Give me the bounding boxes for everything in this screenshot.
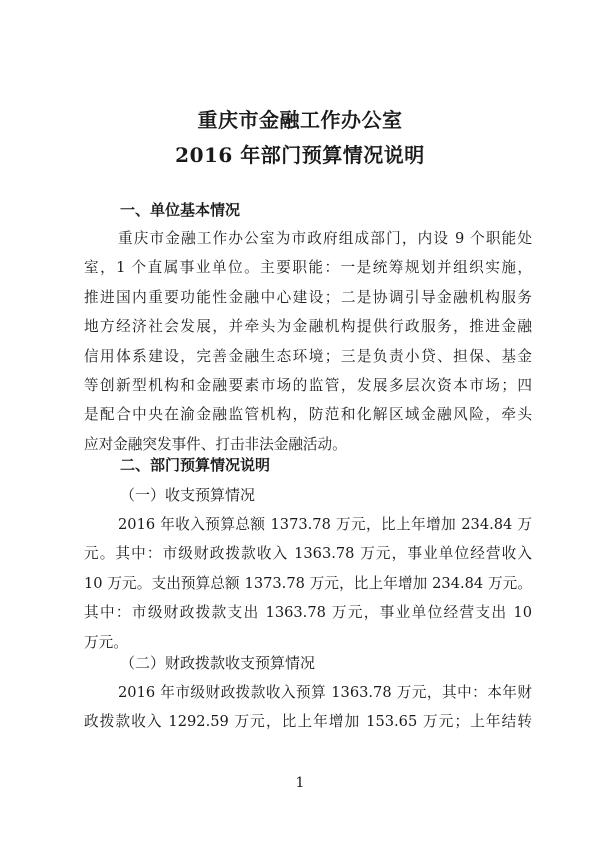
paragraph-line: 地方经济社会发展，并牵头为金融机构提供行政服务，推进金融	[84, 318, 532, 336]
paragraph-line: 推进国内重要功能性金融中心建设；二是协调引导金融机构服务	[84, 288, 532, 306]
paragraph-line: 应对金融突发事件、打击非法金融活动。	[84, 435, 347, 453]
subsection-heading-income-expense: （一）收支预算情况	[120, 486, 256, 504]
subsection-heading-fiscal-allocation: （二）财政拨款收支预算情况	[120, 654, 316, 672]
paragraph-line: 万元。	[84, 633, 128, 651]
paragraph-line: 是配合中央在渝金融监管机构，防范和化解区域金融风险，牵头	[84, 406, 532, 424]
paragraph-line: 重庆市金融工作办公室为市政府组成部门，内设 9 个职能处	[118, 230, 532, 247]
page-number: 1	[295, 775, 305, 791]
paragraph-line: 等创新型机构和金融要素市场的监管，发展多层次资本市场；四	[84, 376, 532, 394]
subsection-body-fiscal-allocation	[84, 678, 532, 737]
paragraph-line: 其中：市级财政拨款支出 1363.78 万元，事业单位经营支出 10	[84, 604, 532, 622]
paragraph-line: 2016 年收入预算总额 1373.78 万元，比上年增加 234.84 万	[118, 516, 532, 533]
section-heading-budget: 二、部门预算情况说明	[120, 456, 271, 474]
paragraph-line: 信用体系建设，完善金融生态环境；三是负责小贷、担保、基金	[84, 347, 532, 365]
document-title-line2: 2016 年部门预算情况说明	[175, 143, 425, 167]
paragraph-line: 10 万元。支出预算总额 1373.78 万元，比上年增加 234.84 万元。	[84, 574, 532, 592]
paragraph-line: 2016 年市级财政拨款收入预算 1363.78 万元，其中：本年财	[118, 684, 532, 701]
paragraph-line: 政拨款收入 1292.59 万元，比上年增加 153.65 万元；上年结转	[84, 713, 532, 731]
section-heading-basic-info: 一、单位基本情况	[120, 201, 241, 219]
document-title-line1: 重庆市金融工作办公室	[197, 108, 403, 132]
paragraph-line: 室，1 个直属事业单位。主要职能：一是统筹规划并组织实施，	[84, 259, 532, 277]
paragraph-line: 元。其中：市级财政拨款收入 1363.78 万元，事业单位经营收入	[84, 545, 532, 563]
subsection-body-income-expense	[84, 510, 532, 657]
section-body-basic-info	[84, 224, 532, 459]
